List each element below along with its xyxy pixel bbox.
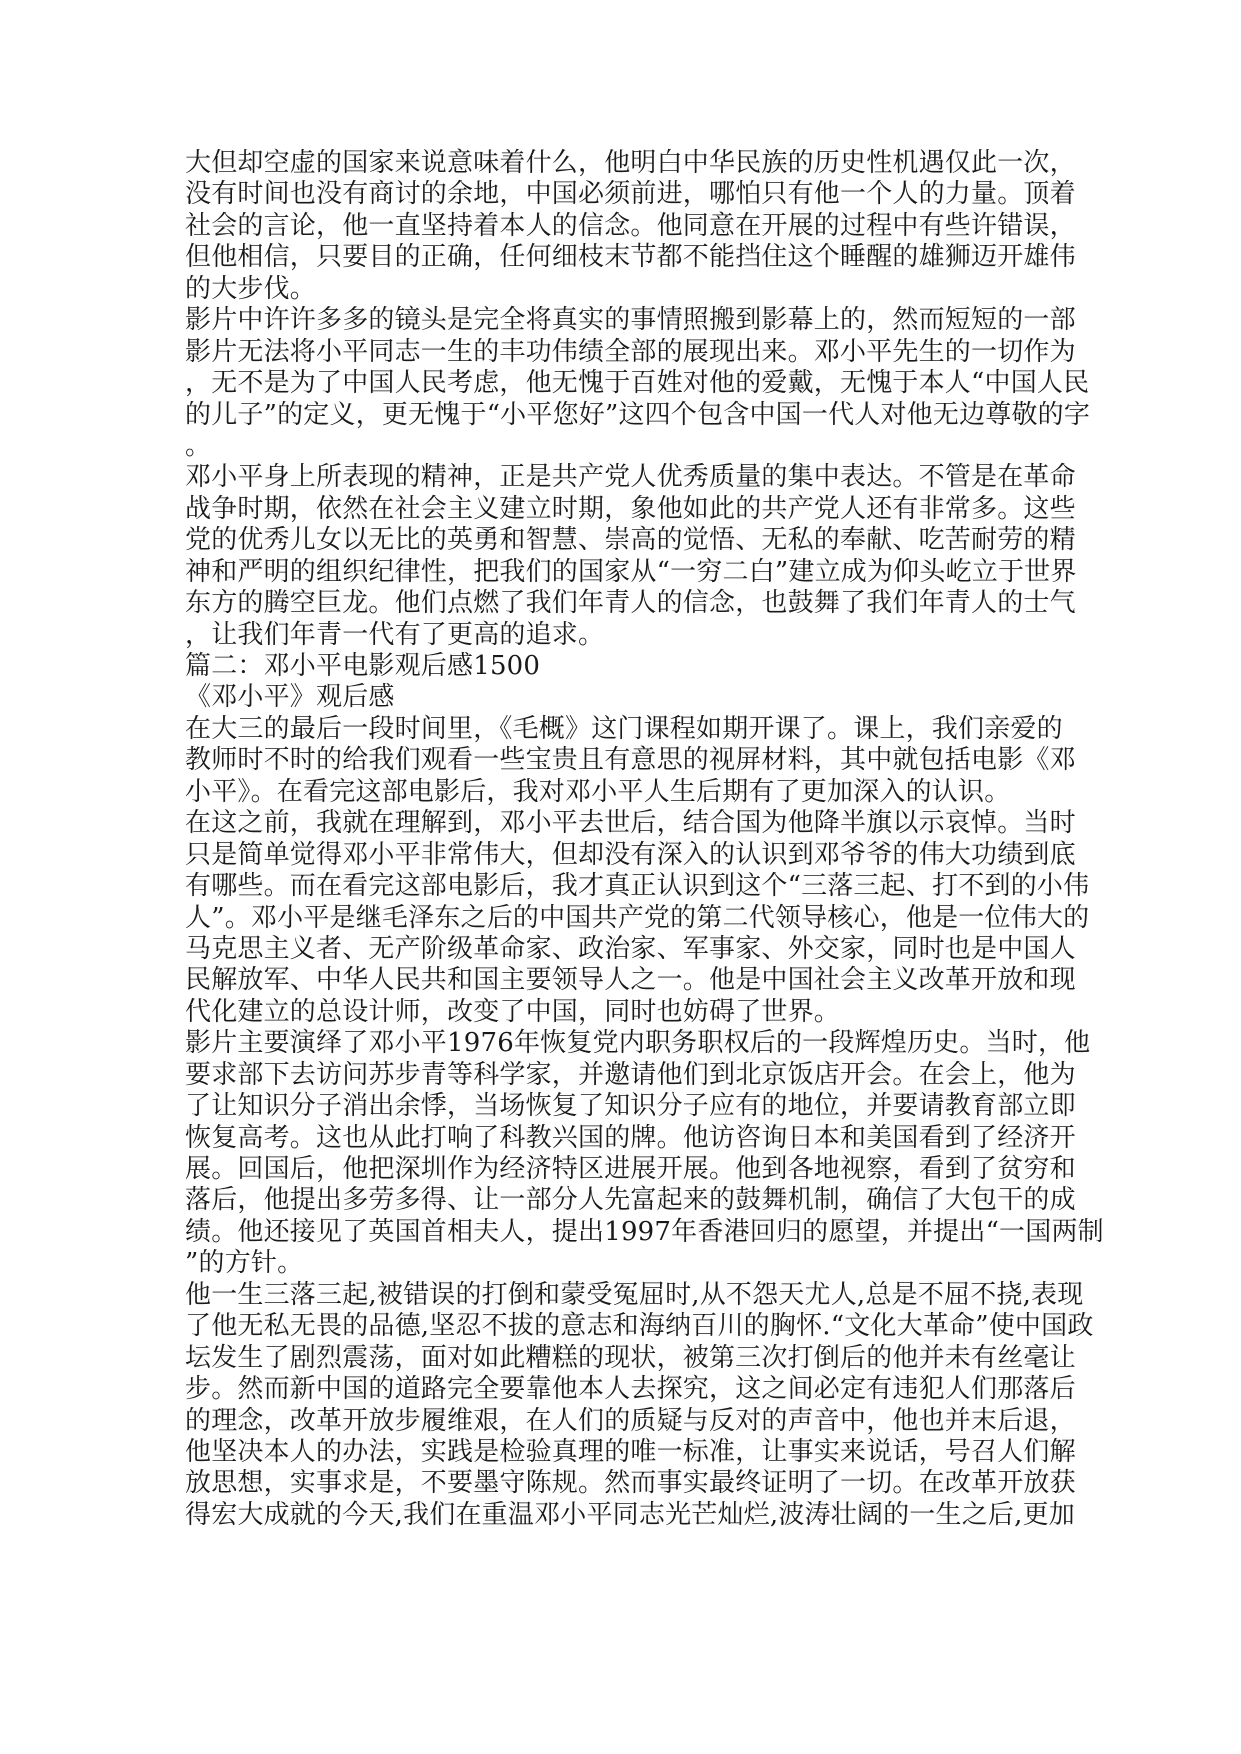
text-line: 教师时不时的给我们观看一些宝贵且有意思的视屏材料，其中就包括电影《邓 xyxy=(185,745,1076,776)
text-line: ，让我们年青一代有了更高的追求。 xyxy=(185,619,605,650)
text-line: 影片无法将小平同志一生的丰功伟绩全部的展现出来。邓小平先生的一切作为 xyxy=(185,336,1076,367)
text-line: 代化建立的总设计师，改变了中国，同时也妨碍了世界。 xyxy=(185,996,841,1027)
text-line: 坛发生了剧烈震荡，面对如此糟糕的现状，被第三次打倒后的他并未有丝毫让 xyxy=(185,1342,1076,1373)
text-line: 在这之前，我就在理解到，邓小平去世后，结合国为他降半旗以示哀悼。当时 xyxy=(185,808,1076,839)
text-line: 步。然而新中国的道路完全要靠他本人去探究，这之间必定有违犯人们那落后 xyxy=(185,1374,1076,1405)
text-line: 他坚决本人的办法，实践是检验真理的唯一标准，让事实来说话，号召人们解 xyxy=(185,1436,1076,1467)
text-line: 社会的言论，他一直坚持着本人的信念。他同意在开展的过程中有些许错误， xyxy=(185,210,1076,241)
text-line: 放思想，实事求是，不要墨守陈规。然而事实最终证明了一切。在改革开放获 xyxy=(185,1468,1076,1499)
text-line: 民解放军、中华人民共和国主要领导人之一。他是中国社会主义改革开放和现 xyxy=(185,965,1076,996)
text-line: 的理念，改革开放步履维艰，在人们的质疑与反对的声音中，他也并末后退， xyxy=(185,1405,1076,1436)
text-line: 人”。邓小平是继毛泽东之后的中国共产党的第二代领导核心，他是一位伟大的 xyxy=(185,902,1090,933)
text-line: 影片中许许多多的镜头是完全将真实的事情照搬到影幕上的，然而短短的一部 xyxy=(185,305,1076,336)
body-text xyxy=(185,148,1104,1531)
text-line: 只是简单觉得邓小平非常伟大，但却没有深入的认识到邓爷爷的伟大功绩到底 xyxy=(185,839,1076,870)
text-line: 绩。他还接见了英国首相夫人，提出1997年香港回归的愿望，并提出“一国两制 xyxy=(185,1216,1104,1247)
text-line: 要求部下去访问苏步青等科学家，并邀请他们到北京饭店开会。在会上，他为 xyxy=(185,1059,1076,1090)
text-line: 邓小平身上所表现的精神，正是共产党人优秀质量的集中表达。不管是在革命 xyxy=(185,462,1076,493)
text-line: ，无不是为了中国人民考虑，他无愧于百姓对他的爱戴，无愧于本人“中国人民 xyxy=(185,368,1090,399)
text-line: 的儿子”的定义，更无愧于“小平您好”这四个包含中国一代人对他无边尊敬的字 xyxy=(185,399,1091,430)
text-line: 了他无私无畏的品德,坚忍不拔的意志和海纳百川的胸怀.“文化大革命”使中国政 xyxy=(185,1311,1094,1342)
text-line: 党的优秀儿女以无比的英勇和智慧、崇高的觉悟、无私的奉献、吃苦耐劳的精 xyxy=(185,525,1076,556)
text-line: 大但却空虚的国家来说意味着什么，他明白中华民族的历史性机遇仅此一次， xyxy=(185,148,1076,178)
text-line: 。 xyxy=(185,430,212,461)
text-line: 但他相信，只要目的正确，任何细枝末节都不能挡住这个睡醒的雄狮迈开雄伟 xyxy=(185,242,1076,273)
section-heading: 篇二：邓小平电影观后感1500 xyxy=(185,651,541,681)
text-line: 了让知识分子消出余悸，当场恢复了知识分子应有的地位，并要请教育部立即 xyxy=(185,1091,1076,1122)
text-line: 战争时期，依然在社会主义建立时期，象他如此的共产党人还有非常多。这些 xyxy=(185,493,1076,524)
text-line: 的大步伐。 xyxy=(185,273,317,304)
text-line: 得宏大成就的今天,我们在重温邓小平同志光芒灿烂,波涛壮阔的一生之后,更加 xyxy=(185,1499,1075,1530)
text-line: 小平》。在看完这部电影后，我对邓小平人生后期有了更加深入的认识。 xyxy=(185,776,1011,807)
text-line: 他一生三落三起,被错误的打倒和蒙受冤屈时,从不怨天尤人,总是不屈不挠,表现 xyxy=(185,1279,1084,1310)
text-line: 展。回国后，他把深圳作为经济特区进展开展。他到各地视察，看到了贫穷和 xyxy=(185,1154,1076,1184)
text-line: 没有时间也没有商讨的余地，中国必须前进，哪怕只有他一个人的力量。顶着 xyxy=(185,179,1076,210)
text-line: 马克思主义者、无产阶级革命家、政治家、军事家、外交家，同时也是中国人 xyxy=(185,933,1076,964)
text-line: ”的方针。 xyxy=(185,1248,304,1279)
text-line: 在大三的最后一段时间里，《毛概》这门课程如期开课了。课上，我们亲爱的 xyxy=(185,713,1063,744)
text-line: 神和严明的组织纪律性，把我们的国家从“一穷二白”建立成为仰头屹立于世界 xyxy=(185,556,1077,587)
text-line: 影片主要演绎了邓小平1976年恢复党内职务职权后的一段辉煌历史。当时，他 xyxy=(185,1028,1091,1059)
text-line: 恢复高考。这也从此打响了科教兴国的牌。他访咨询日本和美国看到了经济开 xyxy=(185,1122,1076,1153)
text-line: 东方的腾空巨龙。他们点燃了我们年青人的信念，也鼓舞了我们年青人的士气 xyxy=(185,588,1076,619)
article-title: 《邓小平》观后感 xyxy=(185,682,395,713)
text-line: 落后，他提出多劳多得、让一部分人先富起来的鼓舞机制，确信了大包干的成 xyxy=(185,1185,1076,1216)
text-line: 有哪些。而在看完这部电影后，我才真正认识到这个“三落三起、打不到的小伟 xyxy=(185,871,1090,902)
